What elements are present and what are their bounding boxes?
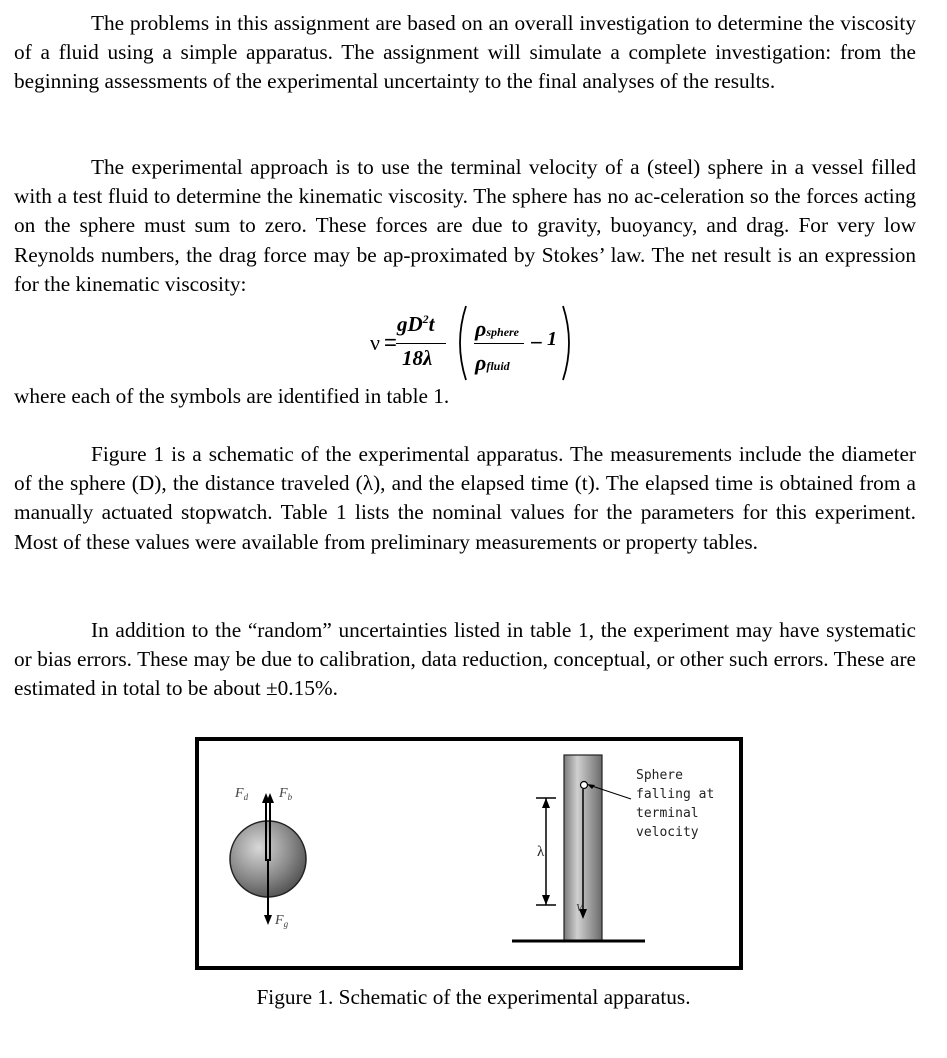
velocity-label: V [576, 902, 583, 914]
callout-label: Sphere falling at terminal velocity [636, 768, 715, 840]
equation-density-bar [474, 343, 524, 344]
gravity-force-label: $F_g$ [275, 913, 289, 929]
symbols-note: where each of the symbols are identified in table 1. [14, 384, 450, 408]
apparatus-paragraph: Figure 1 is a schematic of the experimental apparatus. The measurements include the diameter of the sphere (D), the distance traveled (λ), and the elapsed time (t). The elapsed time is obtained from a manually actuated stopwatch. Table 1 lists the nominal values for the parameters for this experiment. Most of these values were available from preliminary measurements or property tables. [14, 442, 916, 554]
distance-lambda-label: λ [537, 844, 545, 860]
drag-force-label: $F_d$ [235, 786, 249, 802]
equation-rho-sphere: ρsphere [475, 316, 520, 341]
equation-rho-fluid: ρfluid [475, 350, 510, 375]
intro-paragraph: The problems in this assignment are based on an overall investigation to determine the viscosity of a fluid using a simple apparatus. The assignment will simulate a complete investigation: from the beginning assessments of the experimental uncertainty to the final analyses of the results. [14, 11, 916, 94]
equation-denominator: 18λ [402, 346, 433, 370]
equation-one: 1 [547, 328, 557, 350]
equation-minus: − [530, 330, 543, 355]
figure-caption: Figure 1. Schematic of the experimental apparatus. [256, 985, 691, 1009]
viscosity-equation [370, 300, 610, 386]
equation-numerator: $gD^2t$ [397, 312, 435, 336]
buoyancy-force-label: $F_b$ [279, 786, 293, 802]
bias-error-paragraph: In addition to the “random” uncertainties listed in table 1, the experiment may have systematic or bias errors. These may be due to calibration, data reduction, conceptual, or other such errors. These are estimated in total to be about ±0.15%. [14, 618, 916, 701]
equation-fraction-bar [396, 343, 446, 344]
apparatus-figure [195, 737, 743, 970]
approach-paragraph: The experimental approach is to use the terminal velocity of a (steel) sphere in a vessel filled with a test fluid to determine the kinematic viscosity. The sphere has no ac-celeration so the forces acting on the sphere must sum to zero. These forces are due to gravity, buoyancy, and drag. For very low Reynolds numbers, the drag force may be ap-proximated by Stokes’ law. The net result is an expression for the kinematic viscosity: [14, 155, 916, 296]
equation-equals: = [384, 330, 397, 355]
equation-nu: ν [370, 330, 380, 355]
